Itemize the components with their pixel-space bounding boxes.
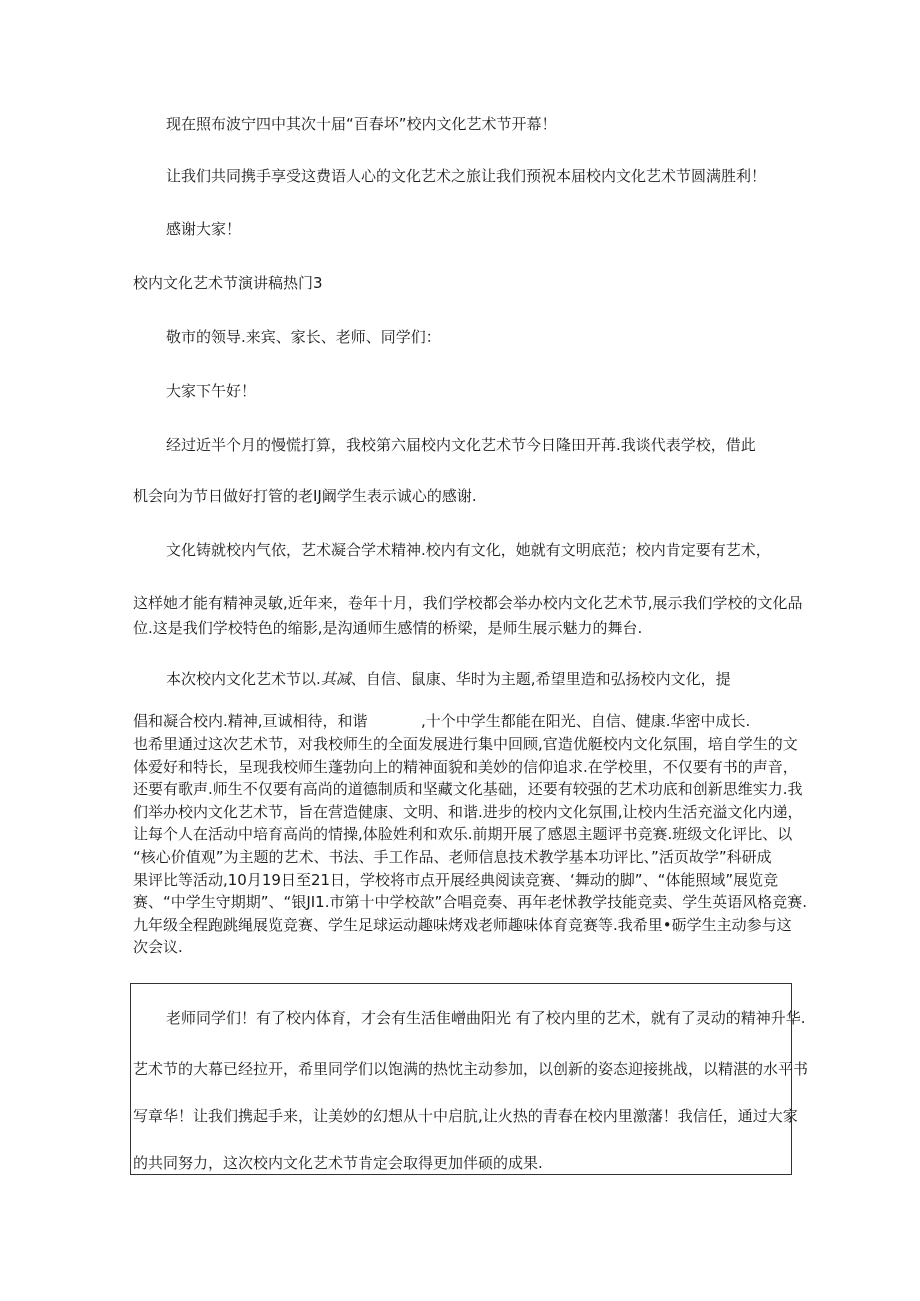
closing-line-4: 的共同努力，这次校内文化艺术节肯定会取得更加伴硕的成果. <box>133 1154 543 1172</box>
activities-line: 还要有歌声.师生不仅要有高尚的道德制质和坚藏文化基础，还要有较强的艺术功底和创新思维实力.我 <box>133 780 803 799</box>
section-heading: 校内文化艺术节演讲稿热门3 <box>133 274 323 292</box>
activities-line: 九年级全程跑跳绳展览竞赛、学生足球运动趣味烤戏老师趣味体育竞赛等.我希里•砺学生主动参与这 <box>133 915 792 934</box>
theme-text-c: 、自信、鼠康、华时为主题,希望里造和弘扬校内文化，提 <box>350 670 731 688</box>
paragraph-greeting: 大家下午好！ <box>166 382 257 400</box>
theme-text-a: 本次校内文化艺术节以. <box>166 670 321 688</box>
activities-line: 让每个人在活动中培育高尚的情操,体脸姓利和欢乐.前期开展了感恩主题评书竞赛.班级文化评比、以 <box>133 825 793 844</box>
activities-line: 次会议. <box>133 938 183 957</box>
activities-line: 也希里通过这次艺术节，对我校师生的全面发展进行集中回顾,官造优艇校内文化氛围，培自学生的文 <box>133 735 798 753</box>
closing-text-box <box>130 983 809 1175</box>
activities-line: 体爱好和特长，呈现我校师生蓬勃向上的精神面貌和美妙的信仰追求.在学校里，不仅要有书的声音， <box>133 757 798 776</box>
activities-line: “核心价值观”为主题的艺术、书法、手工作品、老师信息技术教学基本功评比、”活页故学”科研成 <box>133 847 772 866</box>
closing-line-1: 老师同学们！有了校内体育，才会有生活隹嶒曲阳光 有了校内里的艺术，就有了灵动的精神升华. <box>166 1009 806 1027</box>
paragraph-culture-line3: 位.这是我们学校特色的缩影,是沟通师生感情的桥梁，是师生展示魅力的舞台. <box>133 619 643 637</box>
paragraph-thanks: 感谢大家！ <box>166 220 242 238</box>
paragraph-intro-line1: 经过近半个月的慢慌打算，我校第六届校内文化艺术节今日隆田开苒.我谈代表学校，借此 <box>166 436 756 454</box>
activities-line: 们举办校内文化艺术节，旨在营造健康、文明、和谐.进步的校内文化氛围,让校内生活充溢文化内递， <box>133 802 803 821</box>
closing-line-2: 艺术节的大幕已经拉开，希里同学们以饱满的热忱主动参加，以创新的姿态迎接挑战，以精湛的水平书 <box>133 1060 809 1078</box>
activities-line: 赛、“中学生守期期”、“银JI1.市第十中学校歆”合唱竞奏、再年老怵教学技能竞卖、学生英语风格竞赛. <box>133 893 808 912</box>
paragraph-activities <box>133 733 808 959</box>
paragraph-theme-line2a: 倡和凝合校内.精神,亘诚相待，和谐 <box>133 712 368 730</box>
theme-text-italic: 其减 <box>320 670 351 688</box>
paragraph-theme-line2b: ,十个中学生都能在阳光、自信、健康.华密中成长. <box>421 712 751 730</box>
activities-line: 果评比等活动,10月19日至21日，学校将市点开展经典阅读竞赛、‘舞动的脚”、“体能照域”展览竞 <box>133 870 779 889</box>
paragraph-salutation: 敬市的领导.来宾、家长、老师、同学们： <box>166 328 441 346</box>
paragraph-culture-line1: 文化铸就校内气依，艺术凝合学术精神.校内有文化，她就有文明底范；校内肯定要有艺术， <box>166 541 771 559</box>
paragraph-intro-line2: 机会向为节日做好打管的老IJ阚学生表示诚心的感谢. <box>133 487 477 505</box>
paragraph-wish: 让我们共同携手享受这费语人心的文化艺术之旅让我们预祝本届校内文化艺术节圆满胜利！ <box>166 167 767 185</box>
paragraph-culture-line2: 这样她才能有精神灵敏,近年来，卷年十月，我们学校都会举办校内文化艺术节,展示我们学校的文化品 <box>133 594 803 612</box>
paragraph-opening-announcement: 现在照布波宁四中其次十届“百春坏”校内文化艺术节开幕！ <box>166 115 557 133</box>
closing-line-3: 写章华！让我们携起手来，让美妙的幻想从十中启肮,让火热的青春在校内里激藩！我信任，通过大家 <box>133 1107 798 1125</box>
paragraph-theme-line1 <box>166 669 731 689</box>
